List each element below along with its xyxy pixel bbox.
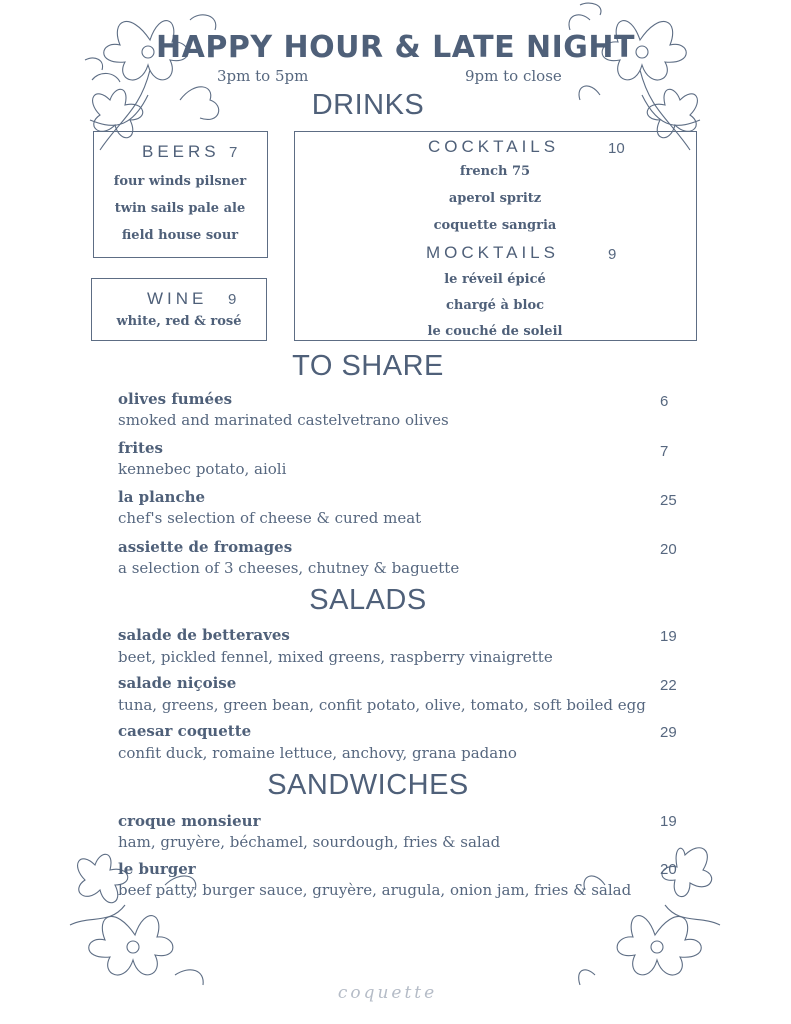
menu-item-name: croque monsieur xyxy=(118,812,261,830)
wine-box xyxy=(91,278,267,341)
cocktails-label: COCKTAILS xyxy=(428,137,560,156)
menu-item-price: 19 xyxy=(660,628,677,645)
menu-item-name: assiette de fromages xyxy=(118,538,293,556)
menu-item-name: le burger xyxy=(118,860,196,878)
menu-item-description: kennebec potato, aioli xyxy=(118,460,287,478)
menu-item-name: caesar coquette xyxy=(118,722,252,740)
mocktail-item: le couché de soleil xyxy=(427,324,563,339)
beer-item: field house sour xyxy=(121,228,239,243)
cocktail-item: aperol spritz xyxy=(448,191,542,206)
menu-item-description: chef's selection of cheese & cured meat xyxy=(118,509,422,527)
menu-item-description: ham, gruyère, béchamel, sourdough, fries & salad xyxy=(118,833,501,851)
menu-item-price: 20 xyxy=(660,861,677,878)
menu-item-description: beef patty, burger sauce, gruyère, arugula, onion jam, fries & salad xyxy=(118,881,632,899)
menu-item-description: confit duck, romaine lettuce, anchovy, grana padano xyxy=(118,744,517,762)
happy-hour-time: 3pm to 5pm xyxy=(217,67,309,85)
menu-item-name: salade niçoise xyxy=(118,674,237,692)
brand-logo: coquette xyxy=(337,983,438,1003)
menu-item-name: salade de betteraves xyxy=(118,626,290,644)
cocktails-mocktails-box xyxy=(294,131,697,341)
beers-label: BEERS xyxy=(142,142,220,161)
menu-item-name: la planche xyxy=(118,488,206,506)
beer-item: four winds pilsner xyxy=(113,174,247,189)
page-title: HAPPY HOUR & LATE NIGHT xyxy=(156,30,635,65)
mocktail-item: chargé à bloc xyxy=(445,298,545,313)
menu-item-price: 20 xyxy=(660,541,677,558)
beers-box xyxy=(93,131,268,258)
wine-price: 9 xyxy=(228,291,237,308)
menu-item-price: 19 xyxy=(660,813,677,830)
menu-item-description: smoked and marinated castelvetrano olives xyxy=(118,411,449,429)
to-share-heading: TO SHARE xyxy=(292,350,444,382)
cocktails-price: 10 xyxy=(608,140,625,157)
beer-item: twin sails pale ale xyxy=(114,201,246,216)
beers-price: 7 xyxy=(229,144,238,161)
late-night-time: 9pm to close xyxy=(465,67,562,85)
menu-item-description: tuna, greens, green bean, confit potato, olive, tomato, soft boiled egg xyxy=(118,696,646,714)
sandwiches-heading: SANDWICHES xyxy=(267,769,469,801)
cocktail-item: coquette sangria xyxy=(433,218,557,233)
mocktail-item: le réveil épicé xyxy=(444,272,546,287)
mocktails-label: MOCKTAILS xyxy=(426,243,559,262)
menu-item-price: 6 xyxy=(660,393,669,410)
menu-item-price: 25 xyxy=(660,492,677,509)
menu-item-name: olives fumées xyxy=(118,390,233,408)
menu-item-price: 22 xyxy=(660,677,677,694)
salads-heading: SALADS xyxy=(309,584,427,616)
cocktail-item: french 75 xyxy=(459,164,531,179)
drinks-heading: DRINKS xyxy=(311,89,425,121)
menu-item-name: frites xyxy=(118,439,163,457)
mocktails-price: 9 xyxy=(608,246,617,263)
menu-item-price: 7 xyxy=(660,443,669,460)
wine-label: WINE xyxy=(147,289,208,308)
menu-item-price: 29 xyxy=(660,724,677,741)
menu-item-description: beet, pickled fennel, mixed greens, raspberry vinaigrette xyxy=(118,648,553,666)
menu-item-description: a selection of 3 cheeses, chutney & baguette xyxy=(118,559,460,577)
floral-bottom-right-icon xyxy=(575,825,725,995)
wine-item: white, red & rosé xyxy=(116,314,242,329)
